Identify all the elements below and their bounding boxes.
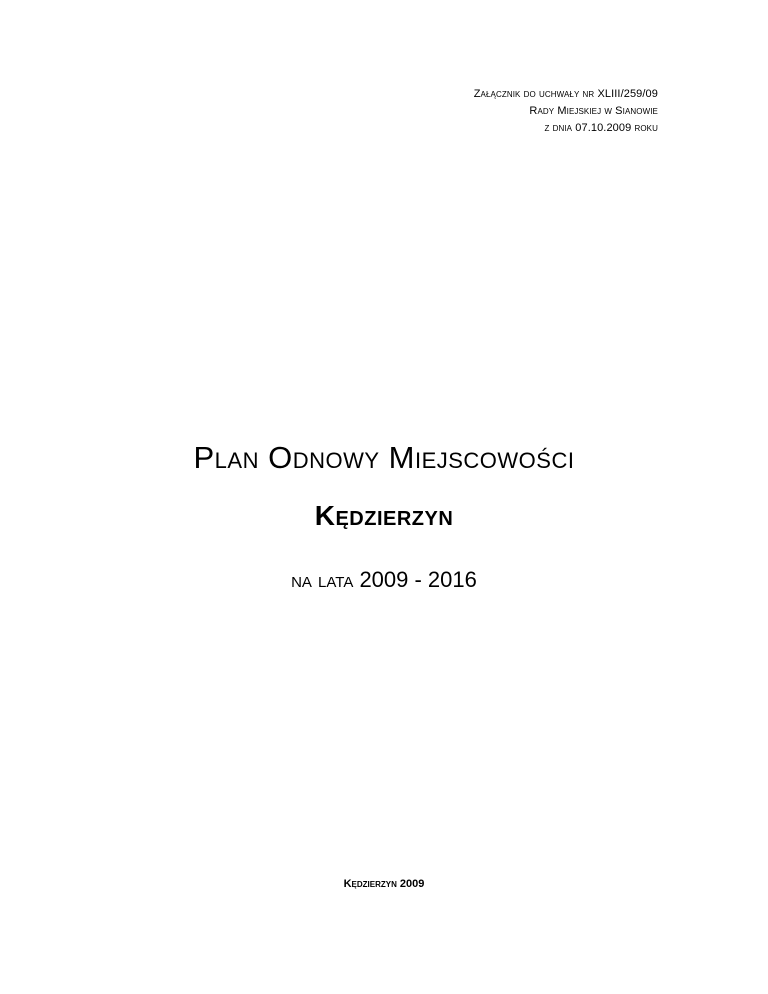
annex-line: Załącznik do uchwały nr XLIII/259/09 <box>473 88 658 100</box>
council-line: Rady Miejskiej w Sianowie <box>529 105 658 117</box>
plan-period: na lata 2009 - 2016 <box>291 567 477 592</box>
footer-place-year: Kędzierzyn 2009 <box>343 878 425 890</box>
resolution-annex-header <box>474 86 658 137</box>
date-line: z dnia 07.10.2009 roku <box>544 122 658 134</box>
document-title: Plan Odnowy Miejscowości <box>193 440 575 475</box>
village-name: Kędzierzyn <box>314 500 454 531</box>
